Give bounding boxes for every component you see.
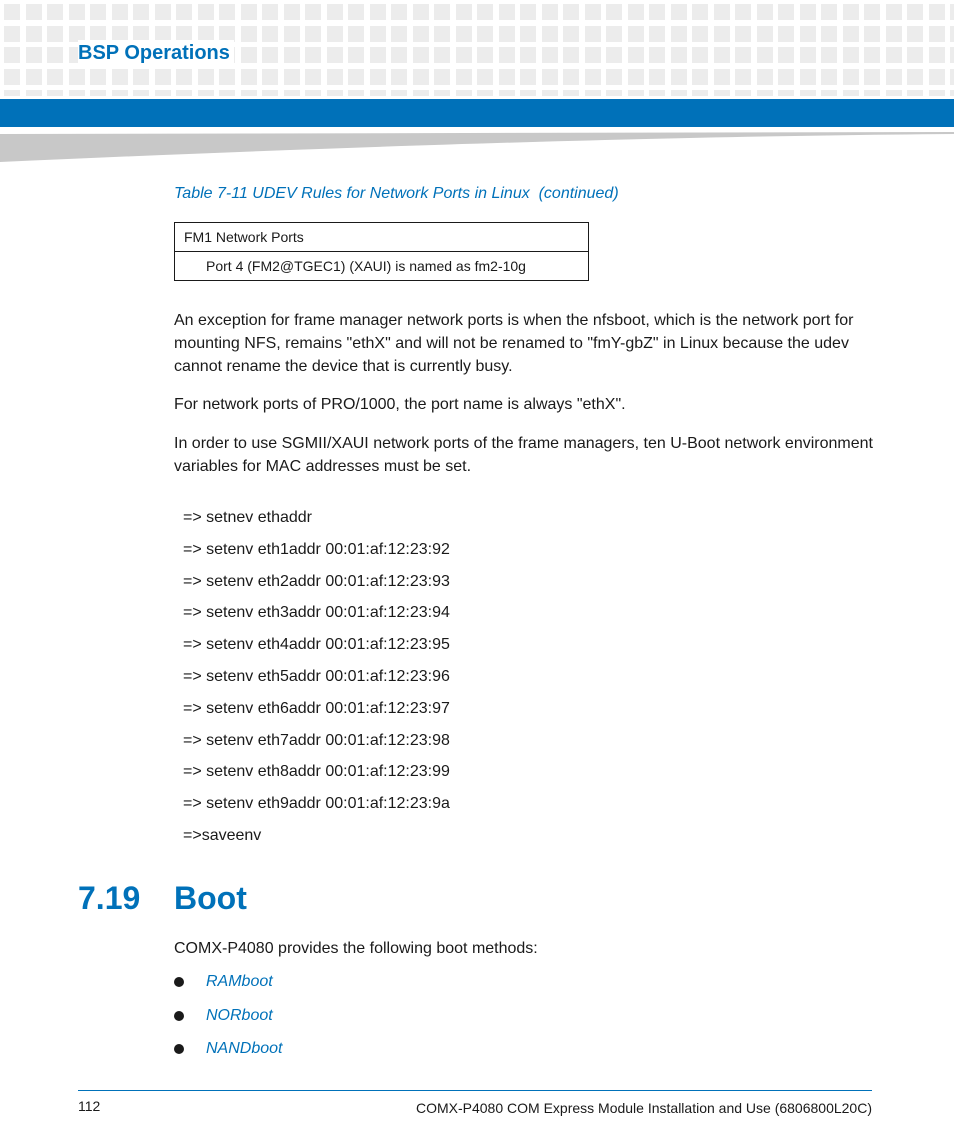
list-item: [174, 1004, 282, 1038]
header-tile: [563, 69, 579, 85]
header-tile: [155, 4, 171, 20]
link-norboot[interactable]: NORboot: [206, 1006, 273, 1024]
header-tile: [477, 69, 493, 85]
header-tile: [692, 4, 708, 20]
header-tile: [370, 47, 386, 63]
header-tile: [456, 90, 472, 96]
header-tile: [4, 90, 20, 96]
command-line: => setenv eth3addr 00:01:af:12:23:94: [183, 604, 450, 622]
header-tile: [69, 69, 85, 85]
chapter-title: Boot: [174, 880, 247, 916]
command-line: => setenv eth6addr 00:01:af:12:23:97: [183, 699, 450, 717]
header-tile: [370, 69, 386, 85]
header-tile: [628, 47, 644, 63]
bullet-icon: [174, 1044, 184, 1054]
header-tile: [864, 47, 880, 63]
header-tile: [585, 26, 601, 42]
table-header-cell: FM1 Network Ports: [175, 223, 589, 252]
footer-rule: [78, 1090, 872, 1091]
header-tile: [4, 69, 20, 85]
command-line: => setenv eth5addr 00:01:af:12:23:96: [183, 667, 450, 685]
header-tile: [821, 4, 837, 20]
header-tile: [542, 26, 558, 42]
header-tile: [520, 4, 536, 20]
header-tile: [907, 90, 923, 96]
header-tile: [735, 47, 751, 63]
header-tile: [47, 47, 63, 63]
header-tile: [176, 4, 192, 20]
header-tile: [348, 47, 364, 63]
header-tile: [26, 47, 42, 63]
header-tile: [284, 26, 300, 42]
header-tile: [219, 69, 235, 85]
header-tile: [671, 90, 687, 96]
header-tile: [391, 69, 407, 85]
paragraph-nfsboot-exception: An exception for frame manager network ports is when the nfsboot, which is the network port for mounting NFS, remains "ethX" and will not be renamed to "fmY-gbZ" in Linux because the udev cannot rename the device that is currently busy.: [174, 312, 854, 375]
header-tile: [391, 90, 407, 96]
header-tile: [327, 4, 343, 20]
header-tile: [47, 4, 63, 20]
header-tile: [499, 4, 515, 20]
header-tile: [907, 4, 923, 20]
header-tile: [907, 69, 923, 85]
header-tile: [821, 69, 837, 85]
command-line: => setenv eth4addr 00:01:af:12:23:95: [183, 636, 450, 654]
header-tile: [628, 4, 644, 20]
header-tile: [26, 90, 42, 96]
header-tile: [821, 26, 837, 42]
header-tile: [585, 69, 601, 85]
header-tile: [671, 47, 687, 63]
header-tile: [456, 69, 472, 85]
header-tile: [391, 4, 407, 20]
header-tile: [90, 90, 106, 96]
header-tile: [219, 90, 235, 96]
table-header-row: [175, 223, 589, 252]
header-tile: [520, 90, 536, 96]
command-line: =>saveenv: [183, 826, 262, 844]
page-number: 112: [78, 1098, 101, 1114]
header-tile: [606, 69, 622, 85]
header-tile: [47, 26, 63, 42]
header-tile: [305, 26, 321, 42]
table-caption: Table 7-11 UDEV Rules for Network Ports in Linux (continued): [174, 185, 619, 202]
header-tile: [864, 90, 880, 96]
header-blue-band: [0, 99, 954, 127]
header-tile: [198, 4, 214, 20]
paragraph-pro1000: For network ports of PRO/1000, the port name is always "ethX".: [174, 396, 626, 413]
header-tile: [735, 26, 751, 42]
header-tile: [26, 69, 42, 85]
header-tile: [735, 90, 751, 96]
header-tile: [520, 47, 536, 63]
header-tile: [757, 4, 773, 20]
header-tile: [348, 69, 364, 85]
header-tile: [4, 26, 20, 42]
header-tile: [714, 90, 730, 96]
header-tile: [692, 90, 708, 96]
header-tile: [692, 26, 708, 42]
header-tile: [47, 90, 63, 96]
header-tile: [26, 26, 42, 42]
section-title: BSP Operations: [78, 40, 234, 67]
boot-methods-list: [174, 970, 282, 1071]
header-tile: [649, 4, 665, 20]
header-tile: [305, 90, 321, 96]
header-tile: [348, 4, 364, 20]
header-tile: [133, 69, 149, 85]
header-tile: [305, 47, 321, 63]
header-tile: [198, 69, 214, 85]
header-tile: [284, 90, 300, 96]
header-tile: [757, 90, 773, 96]
header-tile: [864, 69, 880, 85]
header-tile: [929, 26, 945, 42]
header-tile: [499, 47, 515, 63]
header-tile: [262, 69, 278, 85]
header-tile: [714, 69, 730, 85]
header-tile: [606, 26, 622, 42]
header-tile: [585, 90, 601, 96]
header-tile: [499, 69, 515, 85]
header-tile: [241, 26, 257, 42]
header-tile: [284, 4, 300, 20]
header-tile: [47, 69, 63, 85]
header-tile: [843, 47, 859, 63]
header-tile: [886, 26, 902, 42]
boot-intro: COMX-P4080 provides the following boot methods:: [174, 940, 538, 957]
header-tile: [176, 69, 192, 85]
header-tile: [757, 47, 773, 63]
header-tile: [649, 47, 665, 63]
header-tile: [155, 90, 171, 96]
header-tile: [778, 47, 794, 63]
header-tile: [112, 90, 128, 96]
header-tile: [628, 90, 644, 96]
header-tile: [305, 69, 321, 85]
header-tile: [563, 47, 579, 63]
header-tile: [800, 69, 816, 85]
header-tile: [434, 69, 450, 85]
header-tile: [800, 47, 816, 63]
header-tile: [262, 4, 278, 20]
header-tile: [563, 90, 579, 96]
header-tile: [477, 26, 493, 42]
header-tile: [520, 26, 536, 42]
header-tile: [434, 47, 450, 63]
header-tile: [585, 47, 601, 63]
header-tile: [692, 69, 708, 85]
header-tile: [176, 90, 192, 96]
header-tile: [671, 4, 687, 20]
header-tile: [499, 90, 515, 96]
header-tile: [327, 26, 343, 42]
header-tile: [800, 90, 816, 96]
header-tile: [907, 26, 923, 42]
header-tile: [671, 26, 687, 42]
header-tile: [370, 4, 386, 20]
header-tile: [950, 69, 954, 85]
header-gray-swoosh: [0, 130, 954, 164]
header-tile: [348, 26, 364, 42]
header-tile: [413, 26, 429, 42]
header-tile: [735, 69, 751, 85]
command-line: => setnev ethaddr: [183, 509, 312, 526]
header-tile: [628, 26, 644, 42]
paragraph-uboot-variables: In order to use SGMII/XAUI network ports of the frame managers, ten U-Boot network environment variables for MAC addresses must be set.: [174, 435, 873, 475]
chapter-heading: [78, 880, 247, 917]
link-nandboot[interactable]: NANDboot: [206, 1040, 283, 1057]
header-tile: [413, 90, 429, 96]
header-tile: [714, 47, 730, 63]
header-tile: [800, 26, 816, 42]
header-tile: [778, 69, 794, 85]
header-tile: [112, 4, 128, 20]
udev-rules-table: [174, 222, 589, 281]
header-tile: [133, 4, 149, 20]
header-tile: [886, 4, 902, 20]
header-tile: [520, 69, 536, 85]
header-tile: [542, 69, 558, 85]
header-tile: [327, 47, 343, 63]
header-tile: [886, 47, 902, 63]
header-tile: [69, 90, 85, 96]
header-tile: [370, 90, 386, 96]
header-tile: [821, 90, 837, 96]
header-tile: [456, 26, 472, 42]
header-tile: [456, 4, 472, 20]
header-tile: [886, 90, 902, 96]
header-tile: [585, 4, 601, 20]
header-tile: [864, 26, 880, 42]
header-tile: [649, 26, 665, 42]
header-tile: [241, 47, 257, 63]
header-tile: [327, 69, 343, 85]
header-tile: [284, 69, 300, 85]
table-cell: Port 4 (FM2@TGEC1) (XAUI) is named as fm2-10g: [175, 252, 589, 281]
header-tile: [714, 26, 730, 42]
header-tile: [843, 26, 859, 42]
command-line: => setenv eth1addr 00:01:af:12:23:92: [183, 540, 450, 558]
header-tile: [348, 90, 364, 96]
header-tile: [778, 4, 794, 20]
command-line: => setenv eth7addr 00:01:af:12:23:98: [183, 731, 450, 749]
header-tile: [606, 90, 622, 96]
header-tile: [499, 26, 515, 42]
header-tile: [692, 47, 708, 63]
header-tile: [434, 26, 450, 42]
header-tile: [241, 90, 257, 96]
header-tile: [886, 69, 902, 85]
header-tile: [391, 26, 407, 42]
header-tile: [649, 90, 665, 96]
header-tile: [606, 4, 622, 20]
header-tile: [219, 4, 235, 20]
link-ramboot[interactable]: RAMboot: [206, 973, 273, 990]
header-tile: [843, 4, 859, 20]
header-tile: [778, 26, 794, 42]
header-tile: [542, 47, 558, 63]
header-tile: [133, 90, 149, 96]
bullet-icon: [174, 977, 184, 987]
header-tile: [90, 4, 106, 20]
header-tile: [284, 47, 300, 63]
command-line: => setenv eth8addr 00:01:af:12:23:99: [183, 763, 450, 781]
header-tile: [757, 69, 773, 85]
header-tile: [327, 90, 343, 96]
header-tile: [262, 26, 278, 42]
header-tile: [262, 47, 278, 63]
header-tile: [671, 69, 687, 85]
header-tile: [241, 69, 257, 85]
header-tile: [929, 47, 945, 63]
header-tile: [649, 69, 665, 85]
header-tile: [929, 90, 945, 96]
header-tile: [413, 69, 429, 85]
command-list: [183, 507, 450, 857]
header-tile: [778, 90, 794, 96]
header-tile: [563, 26, 579, 42]
header-tile: [477, 90, 493, 96]
header-tile: [628, 69, 644, 85]
header-tile: [69, 4, 85, 20]
command-line: => setenv eth2addr 00:01:af:12:23:93: [183, 572, 450, 590]
header-tile: [950, 4, 954, 20]
header-tile: [929, 69, 945, 85]
document-title: COMX-P4080 COM Express Module Installation and Use (6806800L20C): [415, 1100, 872, 1116]
header-tile: [198, 90, 214, 96]
table-row: [175, 252, 589, 281]
header-tile: [477, 4, 493, 20]
list-item: [174, 970, 282, 1004]
list-item: [174, 1037, 282, 1071]
header-tile: [864, 4, 880, 20]
header-tile: [4, 4, 20, 20]
header-tile: [563, 4, 579, 20]
chapter-number: 7.19: [78, 880, 141, 916]
header-tile: [370, 26, 386, 42]
header-tile: [735, 4, 751, 20]
header-tile: [305, 4, 321, 20]
header-tile: [950, 90, 954, 96]
header-tile: [950, 26, 954, 42]
header-tile: [714, 4, 730, 20]
header-tile: [434, 90, 450, 96]
header-tile: [456, 47, 472, 63]
header-tile: [757, 26, 773, 42]
header-tile: [155, 69, 171, 85]
header-tile: [542, 4, 558, 20]
command-line: => setenv eth9addr 00:01:af:12:23:9a: [183, 795, 450, 813]
header-tile: [542, 90, 558, 96]
header-tile: [26, 4, 42, 20]
header-tile: [262, 90, 278, 96]
header-tile: [907, 47, 923, 63]
header-tile: [843, 90, 859, 96]
header-tile: [843, 69, 859, 85]
header-tile: [241, 4, 257, 20]
header-tile: [821, 47, 837, 63]
header-tile: [950, 47, 954, 63]
header-tile: [434, 4, 450, 20]
header-tile: [929, 4, 945, 20]
header-tile: [391, 47, 407, 63]
header-tile: [112, 69, 128, 85]
bullet-icon: [174, 1011, 184, 1021]
header-tile: [413, 4, 429, 20]
header-tile: [606, 47, 622, 63]
header-tile: [413, 47, 429, 63]
header-tile: [477, 47, 493, 63]
header-tile: [800, 4, 816, 20]
header-tile: [4, 47, 20, 63]
header-tile: [90, 69, 106, 85]
